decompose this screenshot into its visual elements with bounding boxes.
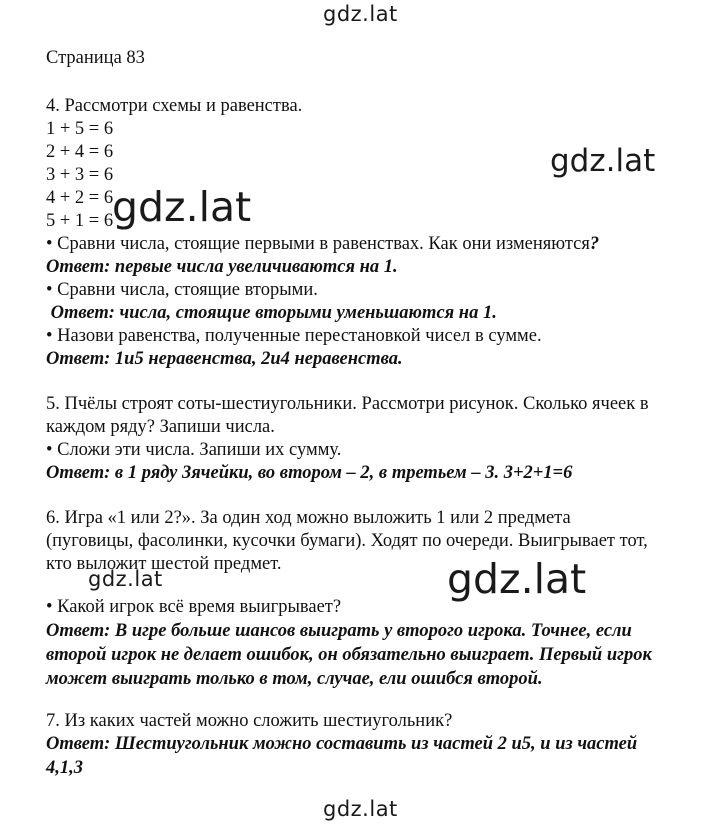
watermark-mid-large: gdz.lat	[447, 555, 587, 603]
watermark-mid-small: gdz.lat	[88, 567, 163, 591]
task5-question: • Сложи эти числа. Запиши их сумму.	[46, 440, 342, 460]
watermark-top: gdz.lat	[323, 2, 398, 26]
page-title: Страница 83	[46, 48, 145, 68]
task5-answer: Ответ: в 1 ряду 3ячейки, во втором – 2, в третьем – 3. 3+2+1=6	[46, 463, 573, 483]
task4-question-1	[46, 233, 599, 256]
question-mark: ?	[589, 234, 600, 254]
task4-answer-3: Ответ: 1и5 неравенства, 2и4 неравенства.	[46, 349, 403, 369]
task4-question-2: • Сравни числа, стоящие вторыми.	[46, 280, 318, 300]
task5-line-2: каждом ряду? Запиши числа.	[46, 417, 275, 437]
task6-question: • Какой игрок всё время выигрывает?	[46, 597, 342, 617]
equation-1: 1 + 5 = 6	[46, 119, 114, 139]
task7-question: 7. Из каких частей можно сложить шестиугольник?	[46, 711, 453, 731]
equation-5: 5 + 1 = 6	[46, 211, 114, 231]
task4-question-3: • Назови равенства, полученные перестановкой чисел в сумме.	[46, 326, 542, 346]
task7-answer-1: Ответ: Шестиугольник можно составить из частей 2 и5, и из частей	[46, 734, 638, 754]
watermark-big-left: gdz.lat	[112, 183, 252, 231]
task5-line-1: 5. Пчёлы строят соты-шестиугольники. Рассмотри рисунок. Сколько ячеек в	[46, 394, 649, 414]
equation-4: 4 + 2 = 6	[46, 188, 114, 208]
task6-line-2: (пуговицы, фасолинки, кусочки бумаги). Ходят по очереди. Выигрывает тот,	[46, 531, 648, 551]
task4-answer-1: Ответ: первые числа увеличиваются на 1.	[46, 257, 398, 277]
task7-answer-2: 4,1,3	[46, 758, 83, 778]
task6-answer-1: Ответ: В игре больше шансов выиграть у второго игрока. Точнее, если	[46, 621, 632, 641]
task4-header: 4. Рассмотри схемы и равенства.	[46, 96, 303, 116]
watermark-bottom: gdz.lat	[323, 797, 398, 821]
task6-line-1: 6. Игра «1 или 2?». За один ход можно выложить 1 или 2 предмета	[46, 508, 571, 528]
task6-answer-3: может выиграть только в том, случае, ели ошибся второй.	[46, 669, 543, 689]
task4-question-1-text: • Сравни числа, стоящие первыми в равенствах. Как они изменяются	[46, 234, 590, 254]
equation-3: 3 + 3 = 6	[46, 165, 114, 185]
task6-line-3: кто выложит шестой предмет.	[46, 554, 282, 574]
watermark-right: gdz.lat	[550, 143, 656, 179]
task4-answer-2: Ответ: числа, стоящие вторыми уменьшаются на 1.	[46, 303, 497, 323]
equation-2: 2 + 4 = 6	[46, 142, 114, 162]
task6-answer-2: второй игрок не делает ошибок, он обязательно выиграет. Первый игрок	[46, 645, 652, 665]
